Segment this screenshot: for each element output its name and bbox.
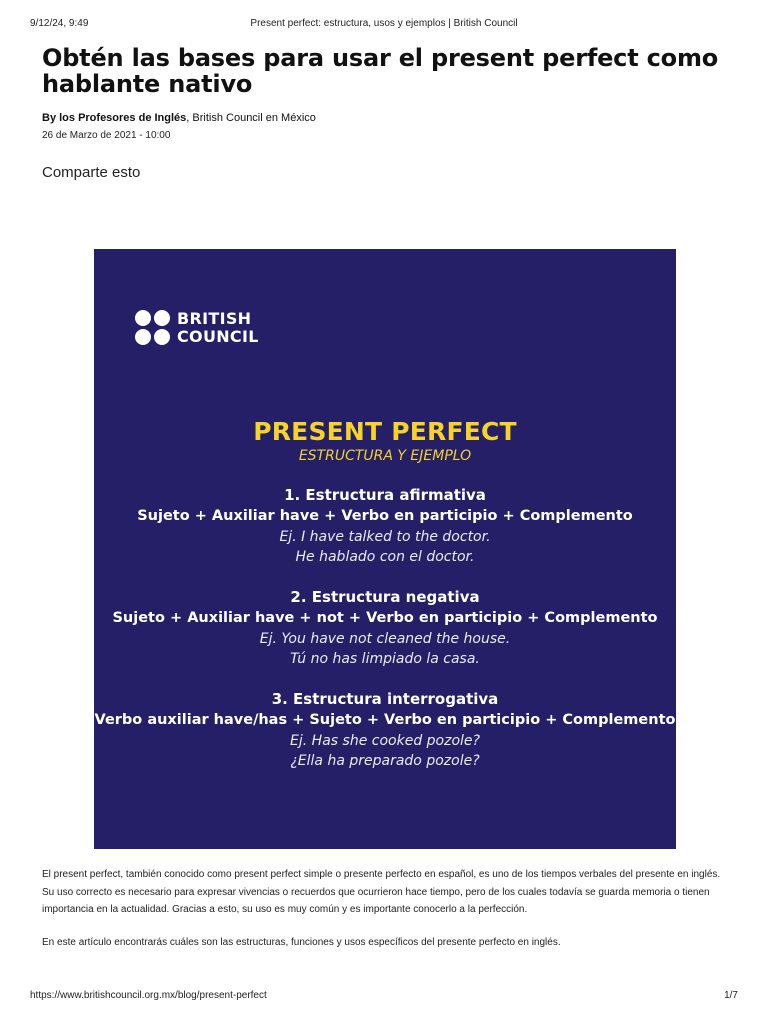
- hero-infographic-image: [94, 249, 676, 849]
- logo-dot-icon: [154, 329, 170, 345]
- share-label[interactable]: Comparte esto: [42, 164, 141, 181]
- section-example-es: ¿Ella ha preparado pozole?: [290, 753, 480, 769]
- infographic-subtitle: ESTRUCTURA Y EJEMPLO: [298, 448, 472, 464]
- section-formula: Sujeto + Auxiliar have + not + Verbo en participio + Complemento: [112, 610, 658, 626]
- structure-affirmative: [94, 485, 676, 567]
- logo-line2: COUNCIL: [177, 327, 259, 346]
- section-heading: 3. Estructura interrogativa: [271, 690, 499, 708]
- section-heading: 2. Estructura negativa: [290, 588, 480, 606]
- print-datetime: 9/12/24, 9:49: [30, 18, 89, 29]
- section-formula: Sujeto + Auxiliar have + Verbo en participio + Complemento: [137, 508, 633, 524]
- print-url: https://www.britishcouncil.org.mx/blog/present-perfect: [30, 990, 267, 1001]
- section-example-en: Ej. Has she cooked pozole?: [290, 733, 480, 749]
- logo-wordmark: [177, 310, 259, 346]
- section-heading: 1. Estructura afirmativa: [284, 486, 486, 504]
- logo-dot-icon: [135, 310, 151, 326]
- print-footer: [30, 990, 738, 1004]
- structure-interrogative: [94, 689, 676, 771]
- print-header: [30, 18, 738, 32]
- publish-date: 26 de Marzo de 2021 - 10:00: [42, 130, 171, 141]
- british-council-logo: [135, 310, 275, 346]
- article-body: [42, 866, 732, 966]
- print-page-title: Present perfect: estructura, usos y ejemplos | British Council: [250, 18, 518, 29]
- article-headline: Obtén las bases para usar el present perfect como hablante nativo: [42, 44, 719, 98]
- section-example-en: Ej. I have talked to the doctor.: [279, 529, 491, 545]
- body-paragraph: En este artículo encontrarás cuáles son las estructuras, funciones y usos específicos del presente perfecto en inglés.: [42, 936, 561, 948]
- section-example-en: Ej. You have not cleaned the house.: [259, 631, 511, 647]
- print-page-number: 1/7: [724, 990, 738, 1001]
- logo-line1: BRITISH: [177, 309, 252, 328]
- section-example-es: Tú no has limpiado la casa.: [290, 651, 480, 667]
- logo-dot-icon: [135, 329, 151, 345]
- structure-negative: [94, 587, 676, 669]
- byline-authors-link[interactable]: By los Profesores de Inglés: [42, 112, 187, 124]
- section-formula: Verbo auxiliar have/has + Sujeto + Verbo en participio + Complemento: [94, 712, 676, 728]
- section-example-es: He hablado con el doctor.: [295, 549, 475, 565]
- logo-dot-icon: [154, 310, 170, 326]
- byline: [42, 112, 316, 124]
- infographic-content: [94, 417, 676, 791]
- byline-org: , British Council en México: [186, 112, 316, 124]
- body-paragraph: El present perfect, también conocido como present perfect simple o presente perfecto en español, es uno de los tiempos verbales del presente en inglés. Su uso correcto es necesario para expresar vivencias o recuerdos que ocurrieron hace tiempo, pero de los cuales todavía se guarda memoria o tienen importancia en la actualidad. Gracias a esto, su uso es muy común y es importante conocerlo a la perfección.: [42, 869, 721, 915]
- infographic-title: PRESENT PERFECT: [253, 417, 517, 446]
